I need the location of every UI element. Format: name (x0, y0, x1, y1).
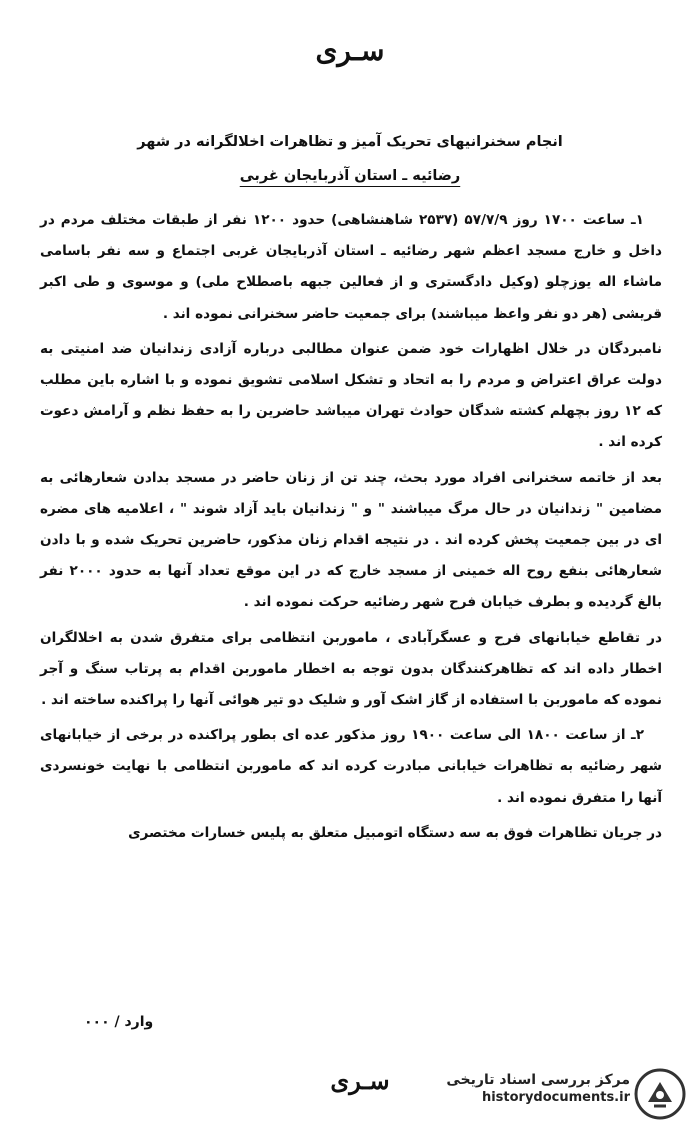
paragraph-4: در تقاطع خیابانهای فرح و عسگرآبادی ، ماموربن انتظامی برای متفرق شدن به اخلالگران اخطار داده اند که تظاهرکنندگان بدون توجه به اخطار ماموربن اقدام به پرتاب سنگ و آجر نموده که ماموربن با استفاده از گاز اشک آور و شلیک دو تیر هوائی آنها را پراکنده ساخته اند . (40, 629, 662, 709)
paragraph-2: نامبردگان در خلال اظهارات خود ضمن عنوان مطالبی درباره آزادی زندانیان ضد امنیتی به دولت عراق اعتراض و مردم را به اتحاد و تشکل اسلامی تشویق نموده و با اشاره باین مطلب که ۱۲ روز بچهلم کشته شدگان حوادث تهران میباشد حاضرین را به حفظ نظم و آرامش دعوت کرده اند . (40, 340, 662, 451)
paragraph-6: در جریان تظاهرات فوق به سه دستگاه اتومبیل متعلق به پلیس خسارات مختصری (128, 824, 662, 841)
document-body (40, 205, 662, 853)
title-line-1: انجام سخنرانیهای تحریک آمیز و تظاهرات اخلالگرانه در شهر (137, 134, 563, 150)
archive-watermark (430, 1068, 692, 1120)
title-line-2: رضائیه ـ استان آذربایجان غربی (239, 168, 461, 184)
paragraph-5: ۲ـ از ساعت ۱۸۰۰ الی ساعت ۱۹۰۰ روز مذکور عده ای بطور پراکنده در برخی از خیابانهای شهر رضائیه به تظاهرات خیابانی مبادرت کرده اند که ماموربن انتظامی با نهایت خونسردی آنها را متفرق نموده اند . (40, 727, 662, 806)
paragraph-3: بعد از خاتمه سخنرانی افراد مورد بحث، چند تن از زنان حاضر در مسجد بدادن شعارهائی به مضامین " زندانیان در حال مرگ میباشند " و " زندانیان باید آزاد شوند " ، اعلامیه های مضره ای در بین جمعیت پخش کرده اند . در نتیجه اقدام زنان مذکور، حاضرین تحریک شده و با دادن شعارهائی بنفع روح اله خمینی از مسجد خارج که در این موقع تعداد آنها به حدود ۲۰۰۰ نفر بالغ گردیده و بطرف خیابان فرح شهر رضائیه حرکت نموده اند . (40, 469, 662, 611)
watermark-name: مرکز بررسی اسناد تاریخی (446, 1072, 630, 1088)
classification-stamp-top: سـری (315, 34, 385, 67)
archive-logo-icon (634, 1068, 686, 1120)
watermark-text (446, 1072, 630, 1105)
signoff-text: وارد / ۰۰۰ (84, 1014, 154, 1030)
classification-stamp-bottom: سـری (330, 1066, 390, 1095)
paragraph-1: ۱ـ ساعت ۱۷۰۰ روز ۵۷/۷/۹ (۲۵۳۷ شاهنشاهی) حدود ۱۲۰۰ نفر از طبقات مختلف مردم در داخل و خارج مسجد اعظم شهر رضائیه ـ استان آذربایجان غربی اجتماع و سه نفر باسامی ماشاء اله یوزچلو (وکیل دادگستری و از فعالین جبهه باصطلاح ملی) و موسوی و طی اکبر قریشی (هر دو نفر واعظ میباشند) برای جمعیت حاضر سخنرانی نموده اند . (40, 212, 662, 322)
document-title (110, 125, 590, 193)
watermark-site: historydocuments.ir (481, 1090, 630, 1105)
